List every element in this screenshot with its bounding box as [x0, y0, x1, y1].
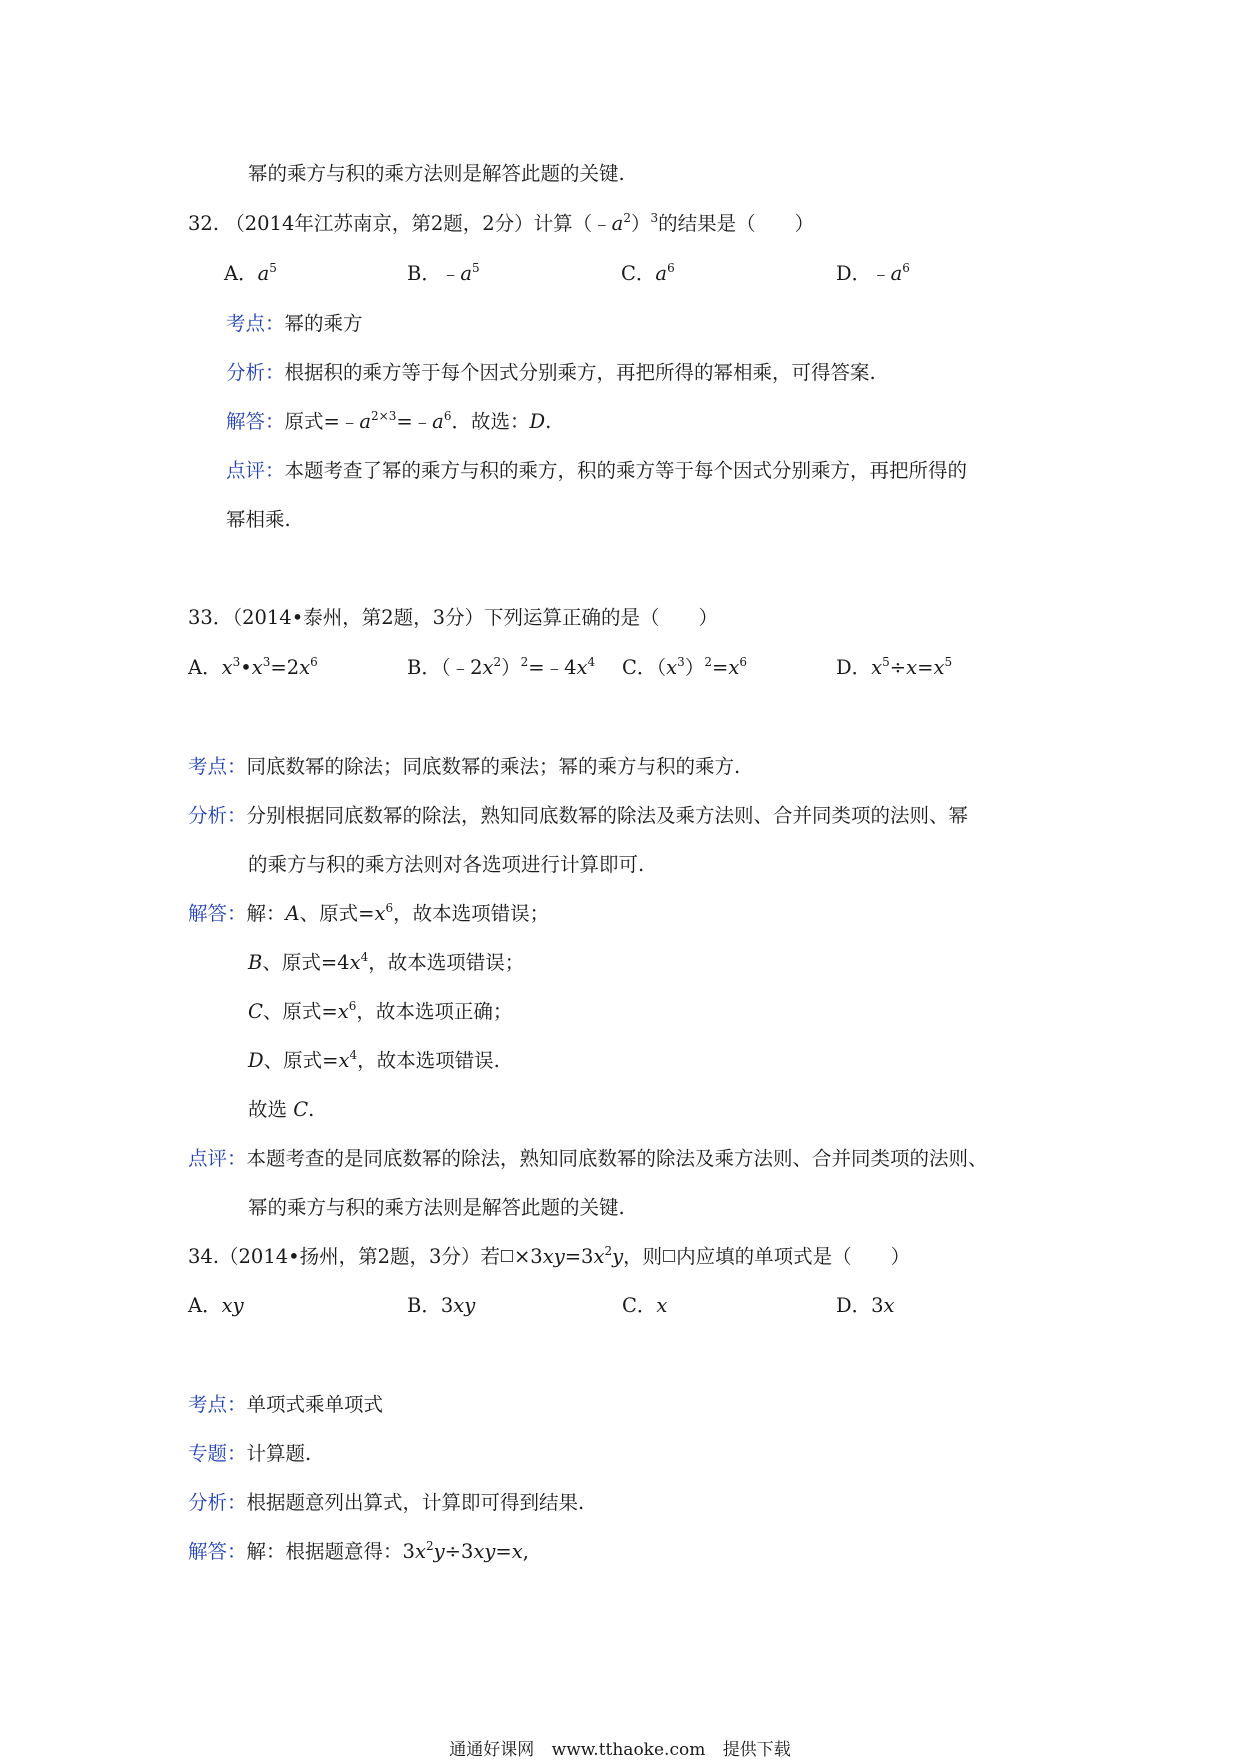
- q32-dianping-cont: 幂相乘.: [226, 508, 291, 531]
- continuation-line: 幂的乘方与积的乘方法则是解答此题的关键.: [248, 162, 625, 185]
- q34-kaodian: 考点：单项式乘单项式: [188, 1393, 384, 1416]
- q32-kaodian: 考点：幂的乘方: [226, 312, 363, 335]
- q32-jieda: 解答：原式$=﹣a^{2\times 3}=﹣a^6$．故选：D.: [226, 408, 552, 433]
- q33-fenxi-cont: 的乘方与积的乘方法则对各选项进行计算即可.: [248, 853, 645, 876]
- footer-action: 提供下载: [722, 1740, 791, 1760]
- question-34-stem: 34.（2014•扬州，第2题，3分）若 $\times 3xy=3x^2y$，则 内应填的单项式是（ ）: [188, 1243, 911, 1268]
- blank-box: [501, 1250, 513, 1262]
- q33-jieda-a: 解答：解：A、原式$=x^6$，故本选项错误；: [188, 900, 550, 925]
- q33-fenxi: 分析：分别根据同底数幂的除法，熟知同底数幂的除法及乘方法则、合并同类项的法则、幂: [188, 804, 969, 827]
- page-footer: [0, 1735, 1240, 1760]
- q32-fenxi: 分析：根据积的乘方等于每个因式分别乘方，再把所得的幂相乘，可得答案.: [226, 361, 876, 384]
- q33-jieda-choice: 故选 C.: [248, 1098, 315, 1121]
- q33-jieda-b: B、原式$=4x^4$，故本选项错误；: [248, 949, 525, 974]
- footer-site-name: 通通好课网: [449, 1740, 535, 1760]
- blank-box: [663, 1250, 675, 1262]
- q34-jieda: 解答：解：根据题意得：$3x^2y\div 3xy=x$,: [188, 1538, 529, 1563]
- q33-kaodian: 考点：同底数幂的除法；同底数幂的乘法；幂的乘方与积的乘方.: [188, 755, 741, 778]
- q33-dianping-cont: 幂的乘方与积的乘方法则是解答此题的关键.: [248, 1196, 625, 1219]
- footer-url[interactable]: www.tthaoke.com: [551, 1740, 706, 1760]
- q33-jieda-d: D、原式$=x^4$，故本选项错误.: [248, 1047, 500, 1072]
- q34-fenxi: 分析：根据题意列出算式，计算即可得到结果.: [188, 1491, 585, 1514]
- q32-dianping: 点评：本题考查了幂的乘方与积的乘方，积的乘方等于每个因式分别乘方，再把所得的: [226, 459, 968, 482]
- question-33-stem: 33．（2014•泰州，第2题，3分）下列运算正确的是（ ）: [188, 606, 719, 629]
- q33-dianping: 点评：本题考查的是同底数幂的除法，熟知同底数幂的除法及乘方法则、合并同类项的法则、: [188, 1147, 988, 1170]
- q34-zhuanti: 专题：计算题.: [188, 1442, 312, 1465]
- q33-jieda-c: C、原式$=x^6$，故本选项正确；: [248, 998, 513, 1023]
- question-32-stem: 32. （2014年江苏南京，第2题，2分）计算$(﹣a^2)^3$的结果是（ ）: [188, 210, 815, 235]
